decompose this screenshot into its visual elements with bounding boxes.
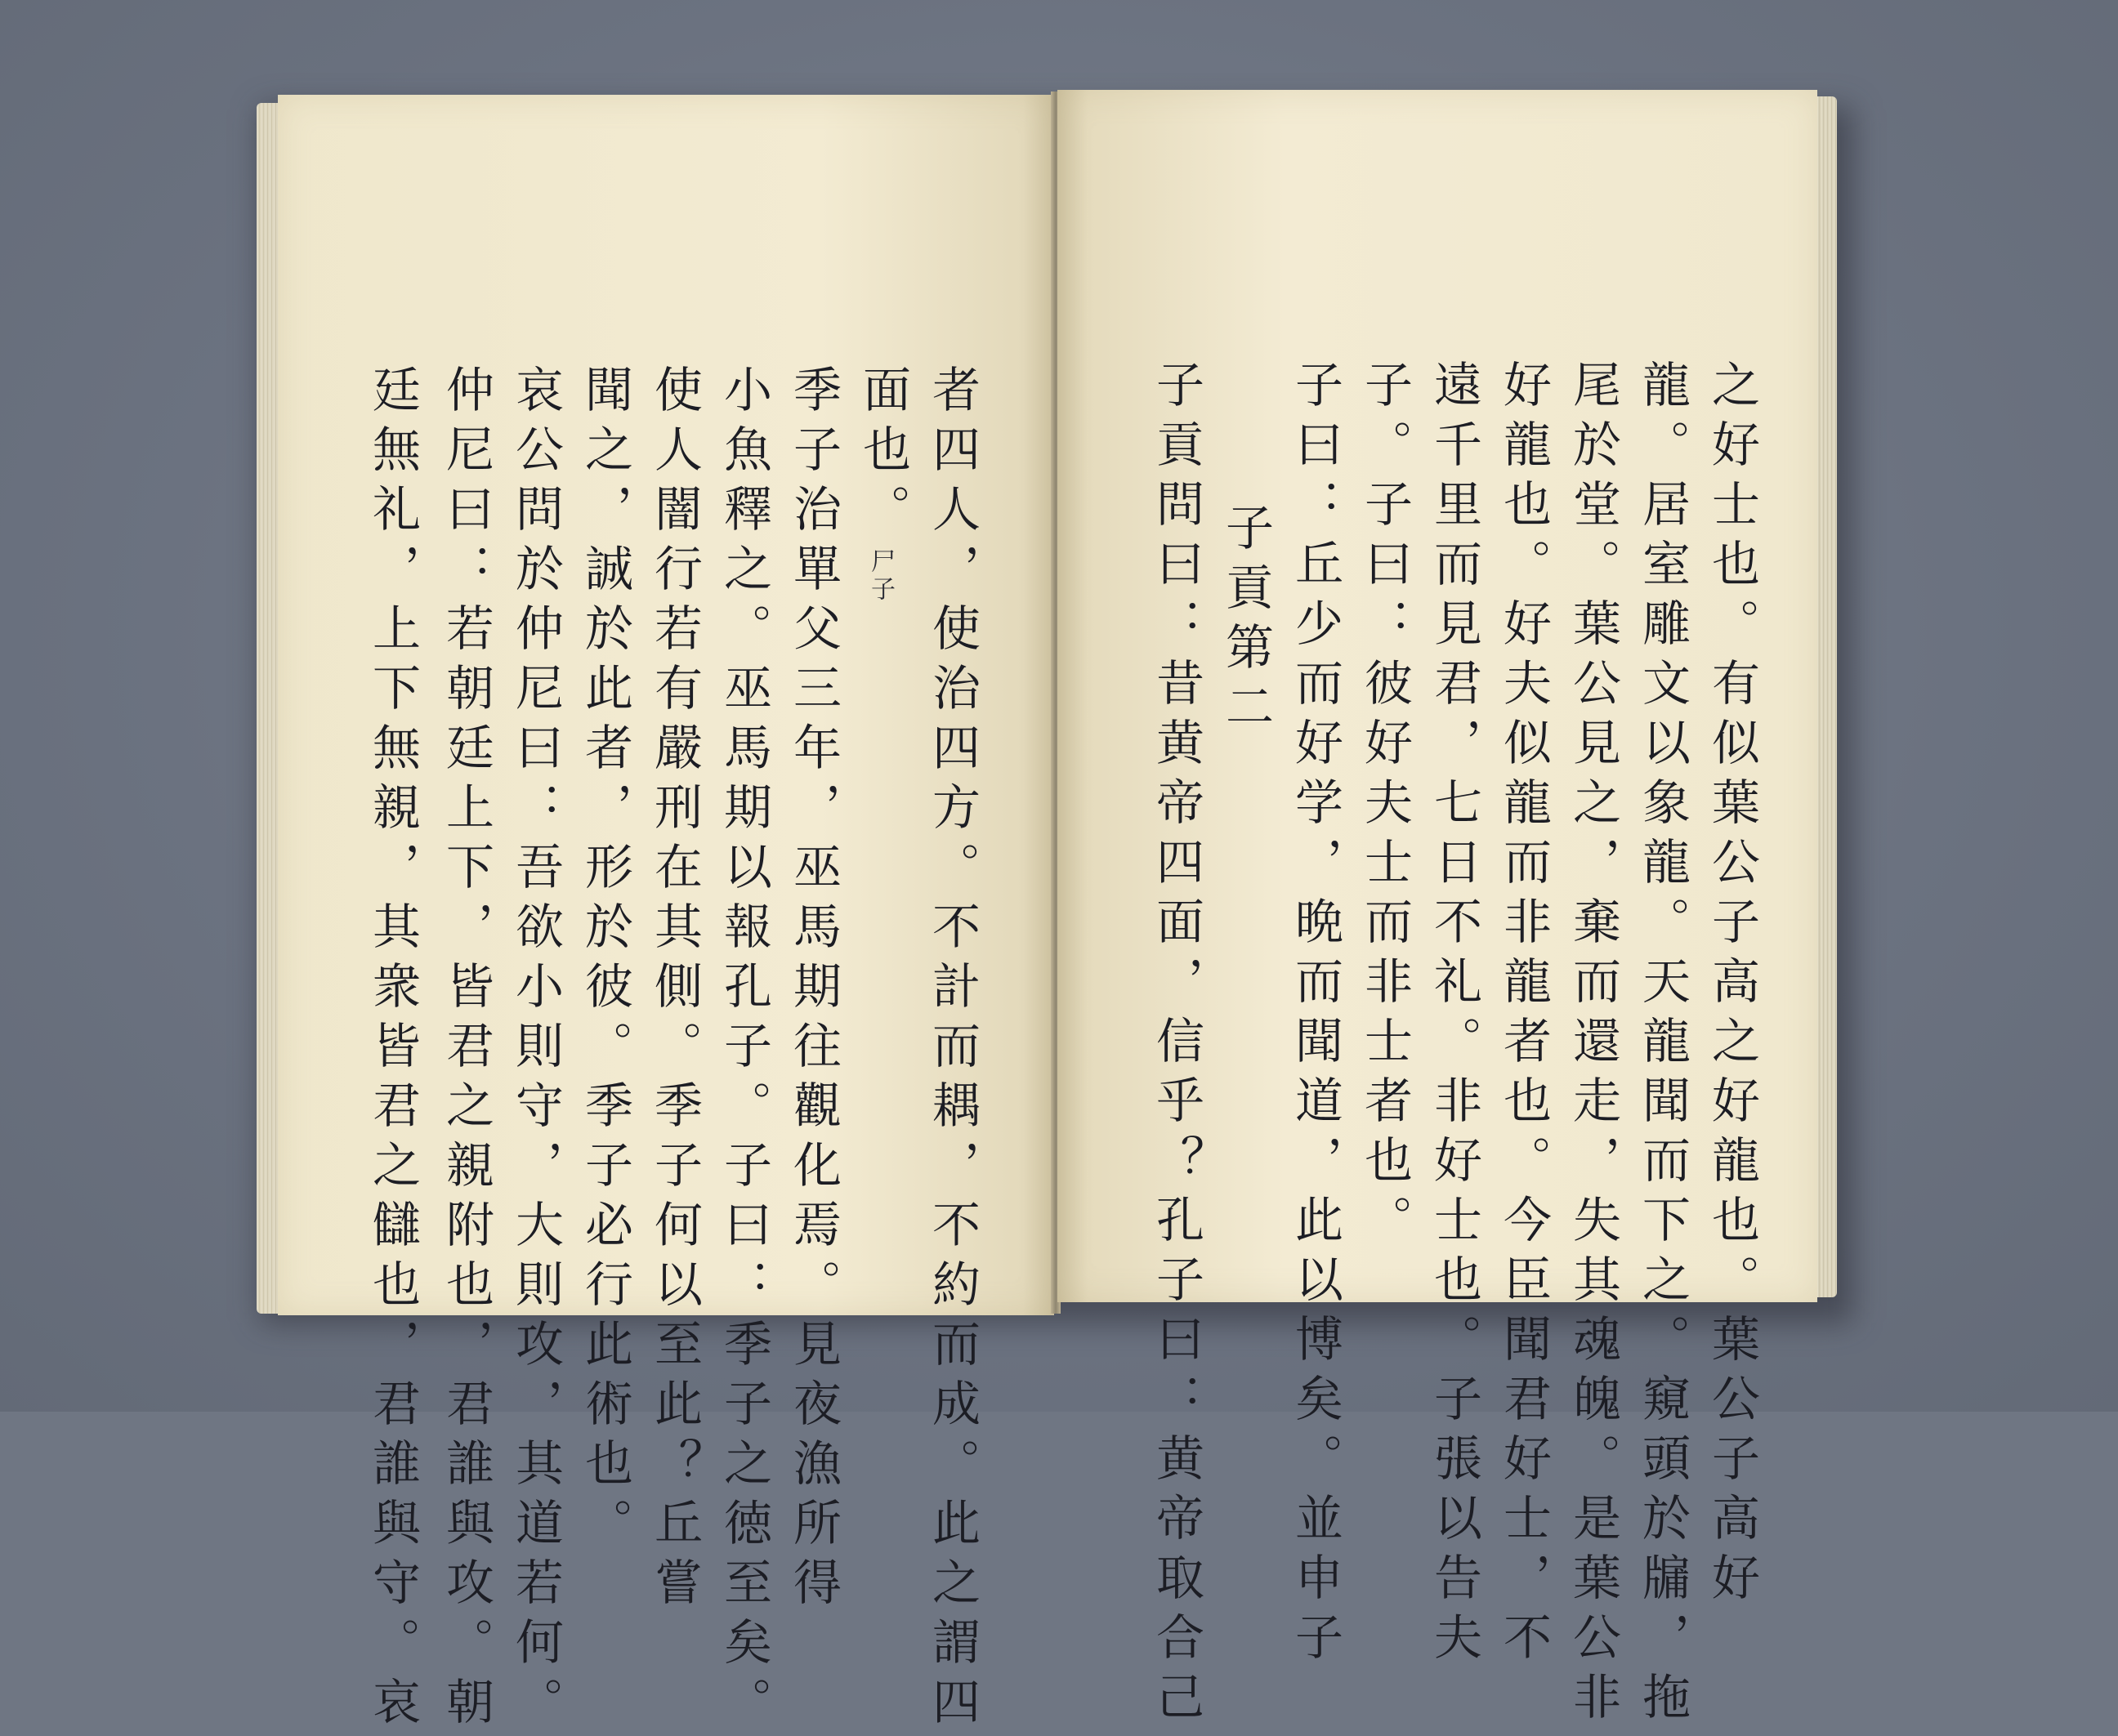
right-page-column-4: 好龍也。好夫似龍而非龍者也。今臣聞君好士，不 — [1495, 359, 1552, 1671]
left-page-column-9: 廷無礼，上下無親，其衆皆君之讎也，君誰與守。哀 — [364, 364, 421, 1736]
left-page-column-7: 哀公問於仲尼曰：吾欲小則守，大則攻，其道若何。 — [507, 364, 564, 1736]
right-page — [1057, 90, 1817, 1731]
left-page-column-4: 小魚釋之。巫馬期以報孔子。子曰：季子之徳至矣。 — [716, 364, 772, 1736]
right-page-column-7: 子曰：丘少而好学，晩而聞道，此以博矣。並申子 — [1287, 359, 1343, 1671]
right-page-column-3: 尾於堂。葉公見之，棄而還走，失其魂魄。是葉公非 — [1565, 359, 1621, 1731]
left-page — [278, 95, 1054, 1736]
bleed-through-note — [335, 119, 365, 144]
left-page-column-3: 季子治單父三年，巫馬期往觀化焉。見夜漁所得 — [785, 364, 842, 1617]
chapter-heading: 子貢第二 — [1218, 502, 1274, 741]
left-page-column-1: 者四人，使治四方。不計而耦，不約而成。此之謂四 — [924, 364, 981, 1736]
right-page-column-1: 之好士也。有似葉公子高之好龍也。葉公子高好 — [1704, 359, 1760, 1612]
left-page-column-5: 使人闇行若有嚴刑在其側。季子何以至此？丘嘗 — [646, 364, 703, 1617]
left-page-column-8: 仲尼曰：若朝廷上下，皆君之親附也，君誰與攻。朝 — [438, 364, 494, 1736]
right-page-column-9: 子貢問曰：昔黄帝四面，信乎？孔子曰：黄帝取合己 — [1148, 359, 1204, 1731]
right-page-column-2: 龍。居室雕文以象龍。天龍聞而下之。窺頭於牖，拖 — [1634, 359, 1691, 1731]
left-page-column-6: 聞之，誠於此者，形於彼。季子必行此術也。 — [577, 364, 633, 1557]
right-page-column-5: 遠千里而見君，七日不礼。非好士也。子張以告夫 — [1426, 359, 1482, 1671]
left-page-column-2: 面也。 — [855, 364, 911, 543]
margin-note: 尸子 — [866, 548, 895, 604]
right-page-column-6: 子。子曰：彼好夫士而非士者也。 — [1356, 359, 1413, 1254]
